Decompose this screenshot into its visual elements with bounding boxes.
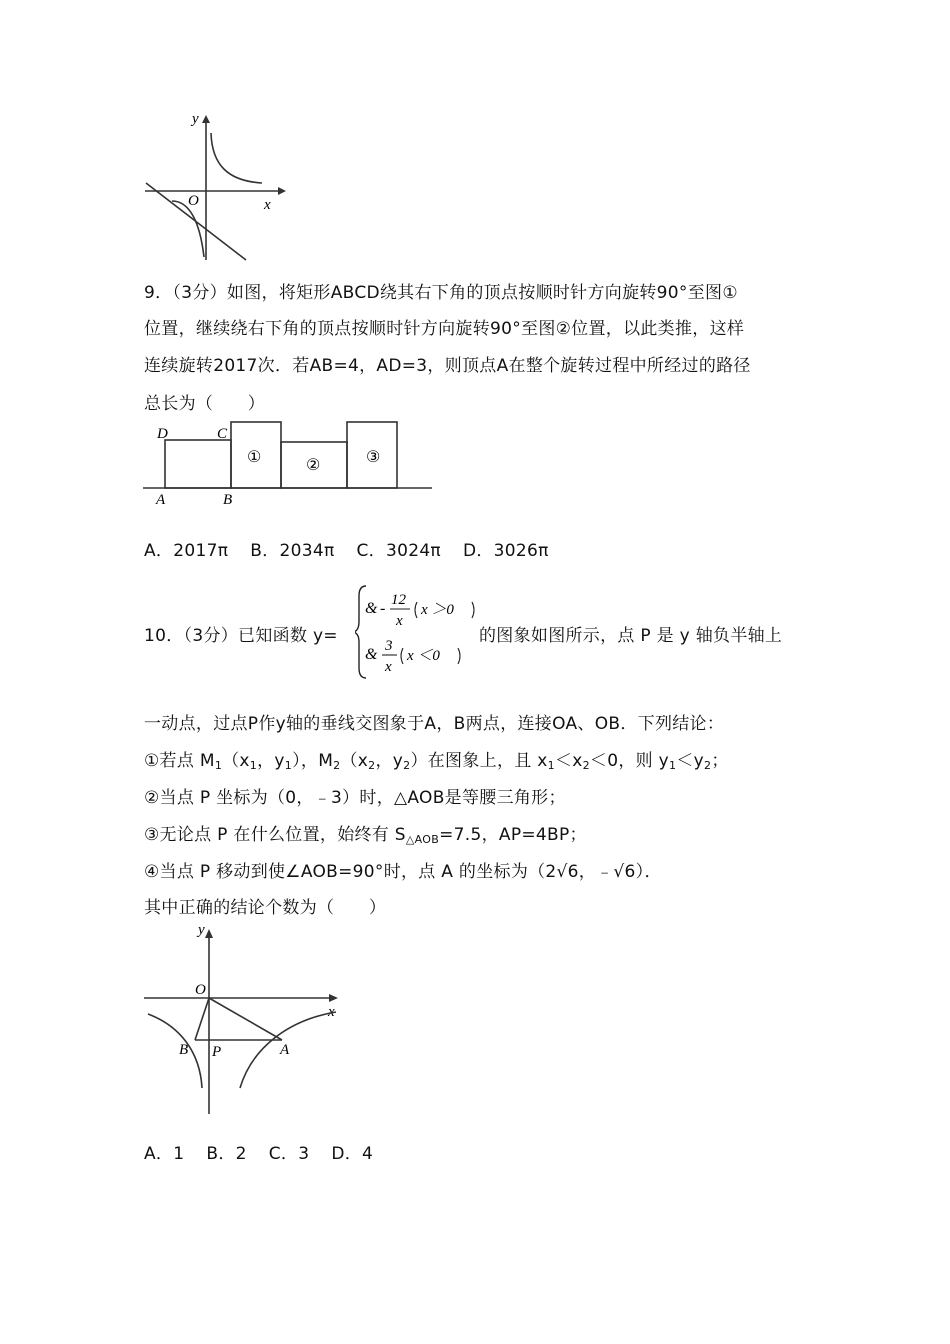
q10-suffix: 的图象如图所示，点 P 是 y 轴负半轴上 <box>479 626 783 646</box>
q10-conclusion-4: ④当点 P 移动到使∠AOB=90°时，点 A 的坐标为（2√6，﹣√6）． <box>144 862 662 882</box>
formula-amp-2: & <box>365 646 378 663</box>
label-a: A <box>280 1042 290 1058</box>
label-a: A <box>156 492 166 508</box>
formula-den-2: x <box>385 659 392 675</box>
formula-den-1: x <box>396 613 403 629</box>
q9-line3: 连续旋转2017次．若AB=4，AD=3，则顶点A在整个旋转过程中所经过的路径 <box>144 356 751 376</box>
q10-graph <box>140 920 350 1120</box>
q10-choice-c[interactable]: C．3 <box>268 1144 310 1164</box>
label-d: D <box>157 426 168 442</box>
x-axis-label: x <box>264 197 271 213</box>
root-6-a: √6 <box>556 862 579 882</box>
label-circle-3: ③ <box>366 449 381 466</box>
q9-choice-b[interactable]: B．2034π <box>250 541 335 561</box>
q10-conclusion-1: ①若点 $M_1(x_1$，$y_1$），$M_2(x_2$，$y_2$）在图象上，且 $x_1<x_2<0$，则 $y_1<y_2$； <box>144 751 729 772</box>
q10-piecewise-formula <box>355 582 480 682</box>
label-p: P <box>212 1044 222 1060</box>
q9-choice-d[interactable]: D．3026π <box>462 541 549 561</box>
q10-prefix: 10．（3分）已知函数 y= <box>144 626 338 646</box>
q10-choice-b[interactable]: B．2 <box>206 1144 247 1164</box>
label-circle-2: ② <box>306 457 321 474</box>
y-axis-label: y <box>198 922 205 938</box>
q9-line2: 位置，继续绕右下角的顶点按顺时针方向旋转90°至图②位置，以此类推，这样 <box>144 319 745 339</box>
q10-line7: 其中正确的结论个数为（ ） <box>144 898 387 918</box>
formula-num-2: 3 <box>385 638 393 654</box>
q8-graph <box>140 105 290 265</box>
q9-choice-c[interactable]: C．3024π <box>356 541 441 561</box>
q10-conclusion-2: ②当点 P 坐标为（0，﹣3）时，△AOB是等腰三角形； <box>144 788 566 808</box>
q10-choices <box>144 1139 395 1164</box>
q10-conclusion-3: ③无论点 P 在什么位置，始终有 $S_{\triangle AOB}=7.5$，AP=4BP； <box>144 825 587 846</box>
q10-line2: 一动点，过点P作y轴的垂线交图象于A，B两点，连接OA、OB．下列结论： <box>144 714 725 734</box>
y-axis-label: y <box>192 111 199 127</box>
label-b: B <box>179 1042 189 1058</box>
formula-amp-1: & <box>365 600 378 617</box>
q9-rotation-figure <box>140 418 440 510</box>
label-b: B <box>223 492 233 508</box>
q9-line4: 总长为（ ） <box>144 394 266 414</box>
formula-minus: - <box>380 600 386 617</box>
q9-choices <box>144 536 571 561</box>
q9-line1: 9．（3分）如图，将矩形ABCD绕其右下角的顶点按顺时针方向旋转90°至图① <box>144 283 738 303</box>
q10-choice-a[interactable]: A．1 <box>144 1144 185 1164</box>
origin-label: O <box>188 193 199 209</box>
label-c: C <box>217 426 228 442</box>
label-o: O <box>195 982 206 998</box>
formula-num-1: 12 <box>391 592 406 608</box>
x-axis-label: x <box>328 1004 335 1020</box>
formula-cond-2: x ＜0 <box>407 648 440 664</box>
q9-choice-a[interactable]: A．2017π <box>144 541 229 561</box>
formula-cond-1: x ＞0 <box>421 602 454 618</box>
label-circle-1: ① <box>247 449 262 466</box>
root-6-b: √6 <box>613 862 636 882</box>
q10-choice-d[interactable]: D．4 <box>331 1144 374 1164</box>
